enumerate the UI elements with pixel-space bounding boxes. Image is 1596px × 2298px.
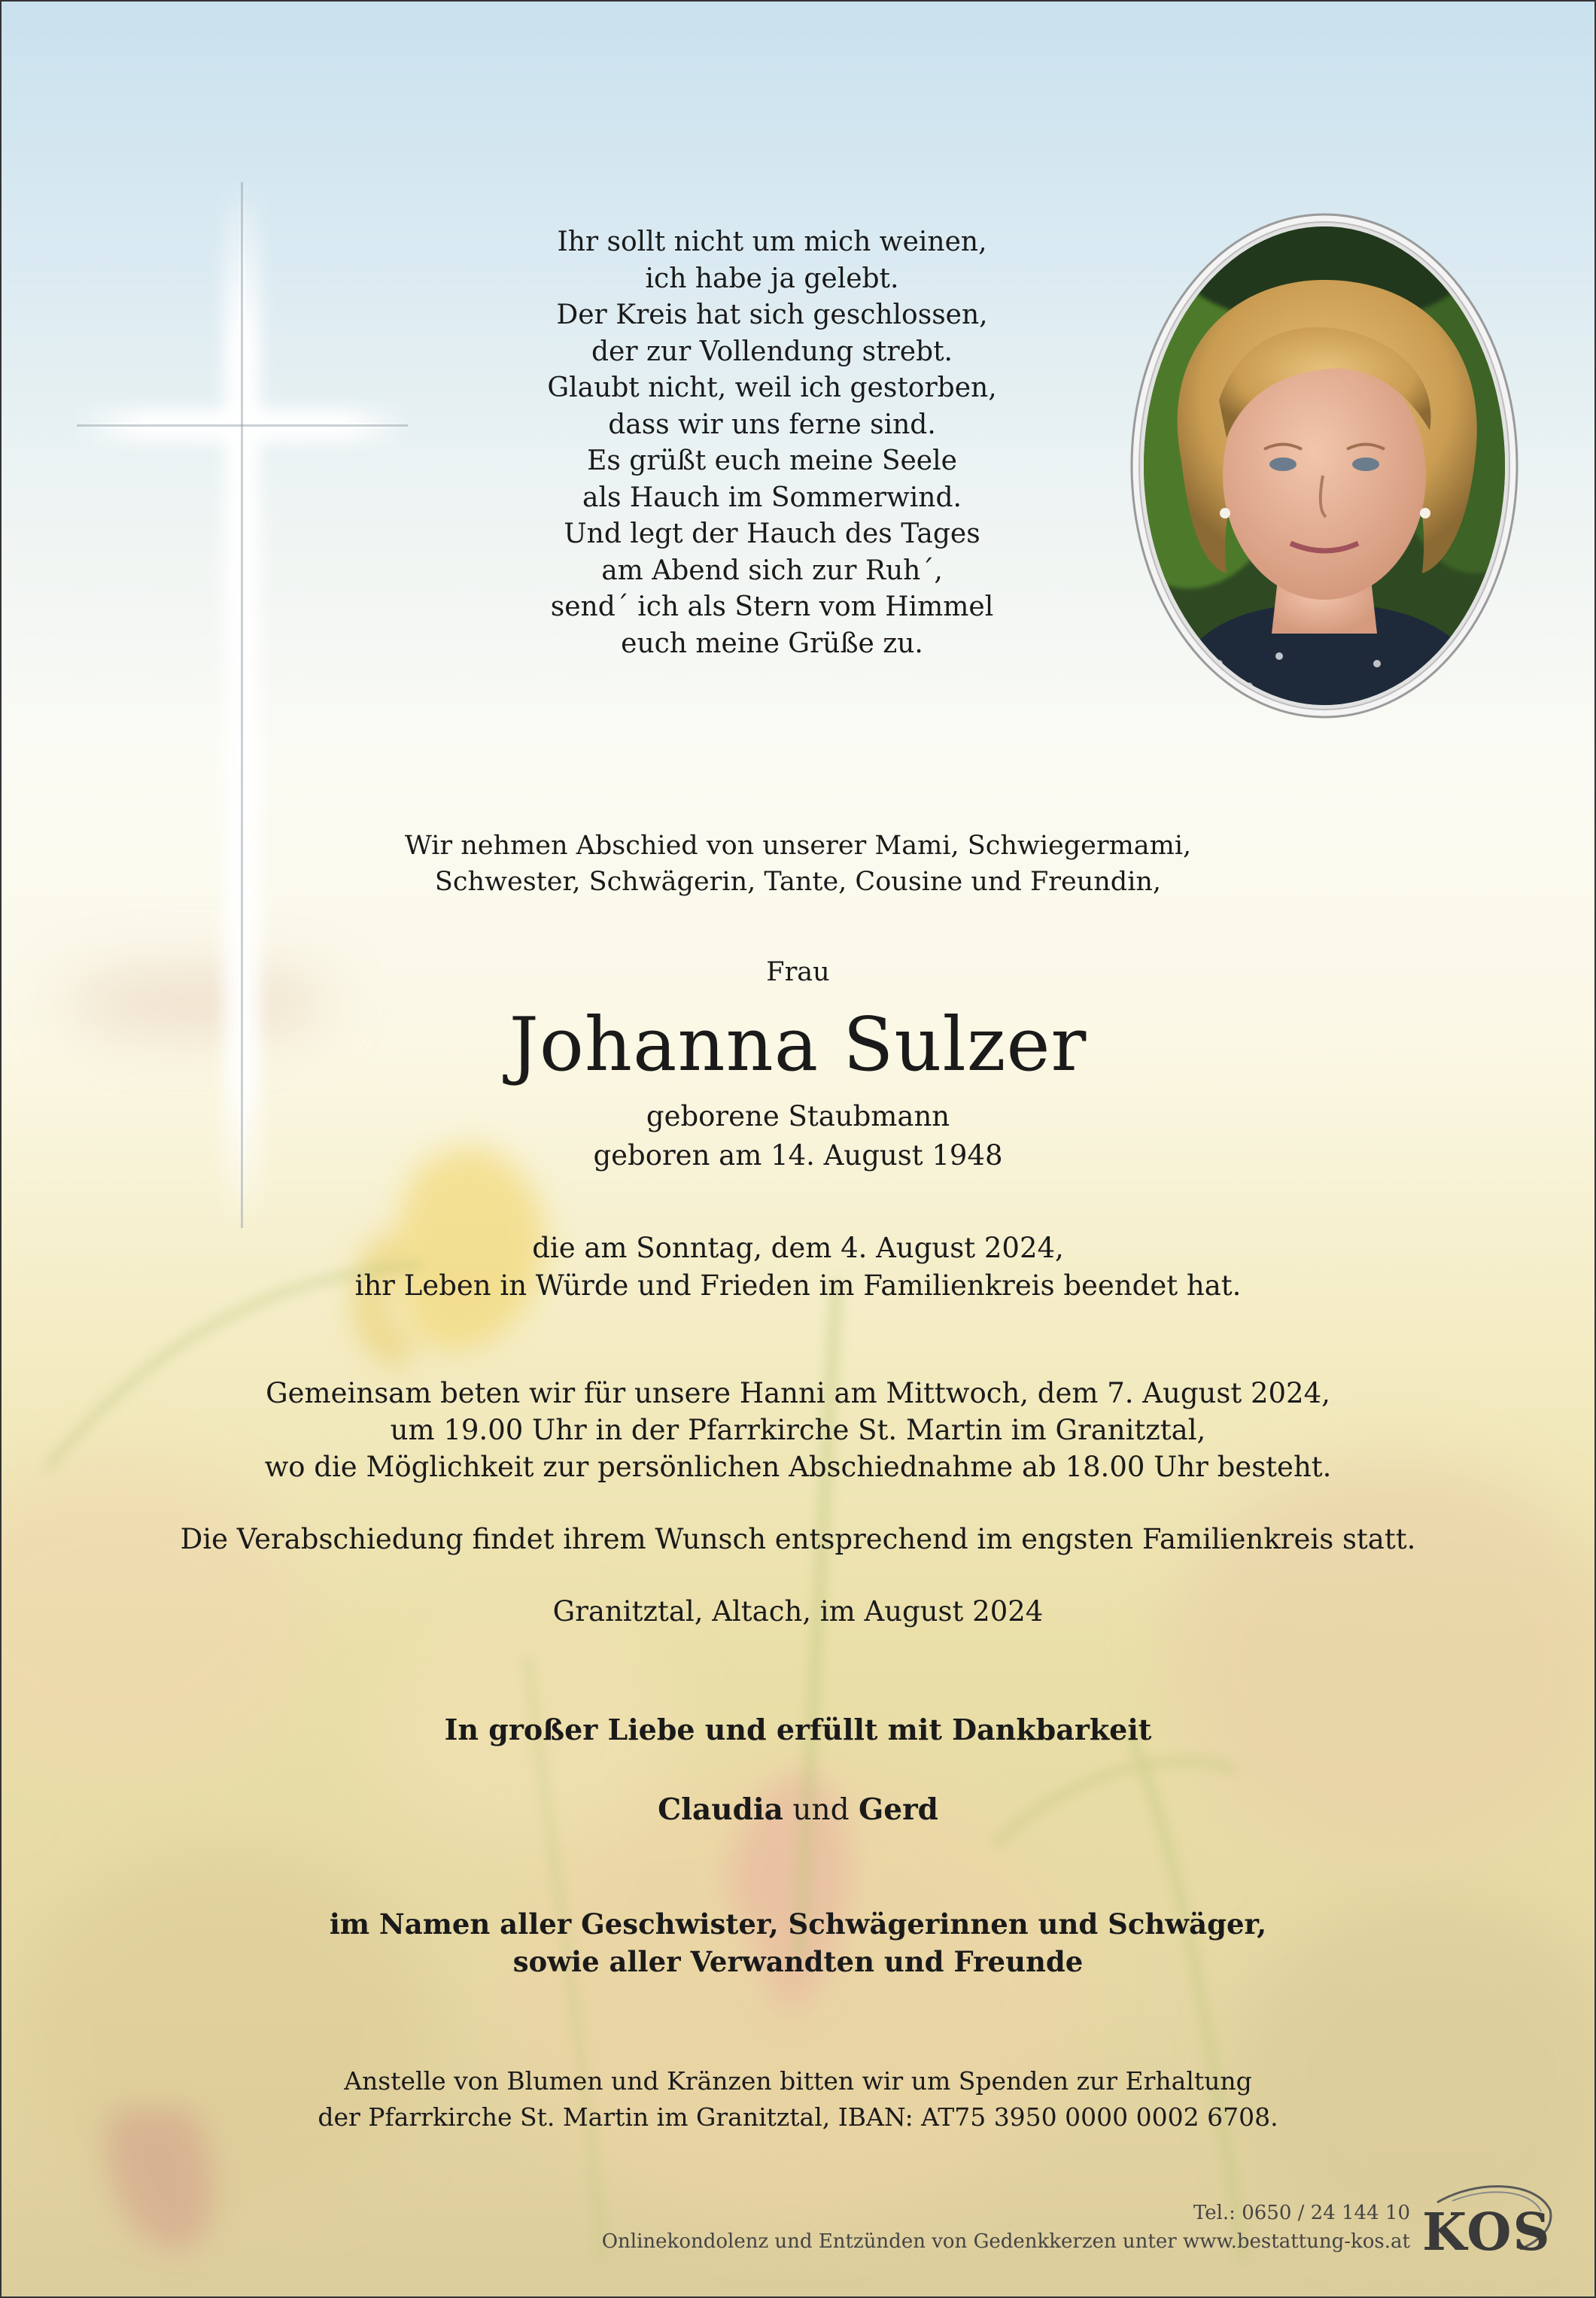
phone-number: Tel.: 0650 / 24 144 10 [1193,2202,1410,2224]
poem-line: Glaubt nicht, weil ich gestorben, [547,372,997,403]
intro-line: Schwester, Schwägerin, Tante, Cousine und Freundin, [434,867,1162,897]
salutation: Frau [766,957,830,987]
service-line: Gemeinsam beten wir für unsere Hanni am Mittwoch, dem 7. August 2024, [266,1377,1330,1409]
service-line: wo die Möglichkeit zur persönlichen Abschiednahme ab 18.00 Uhr besteht. [264,1451,1332,1483]
mourner-name: Claudia [658,1792,783,1827]
poem-line: am Abend sich zur Ruh´, [601,555,943,586]
poem-line: ich habe ja gelebt. [645,263,899,294]
birth-date: geboren am 14. August 1948 [593,1139,1003,1172]
deceased-name: Johanna Sulzer [509,1002,1087,1088]
donation-line: der Pfarrkirche St. Martin im Granitztal, IBAN: AT75 3950 0000 0002 6708. [318,2102,1278,2132]
donation-request [2,2063,1594,2135]
poem-line: dass wir uns ferne sind. [608,409,936,440]
mourners-heading: In großer Liebe und erfüllt mit Dankbarkeit [444,1713,1152,1746]
birth-name: geborene Staubmann [646,1100,950,1132]
poem-line: euch meine Grüße zu. [621,628,923,659]
poem-line: Der Kreis hat sich geschlossen, [556,299,988,330]
mourner-conjunction: und [783,1793,859,1827]
poem-line: als Hauch im Sommerwind. [582,482,962,513]
service-line: um 19.00 Uhr in der Pfarrkirche St. Martin im Granitztal, [390,1414,1206,1446]
donation-line: Anstelle von Blumen und Kränzen bitten wir um Spenden zur Erhaltung [344,2066,1252,2096]
mourner-names [2,1792,1594,1827]
farewell-intro [2,828,1594,900]
online-condolence-link: Onlinekondolenz und Entzünden von Gedenkkerzen unter www.bestattung-kos.at [601,2230,1410,2253]
logo-text: KOS [1422,2202,1552,2263]
poem-line: Und legt der Hauch des Tages [564,518,980,549]
place-date: Granitztal, Altach, im August 2024 [552,1595,1044,1628]
behalf-line: im Namen aller Geschwister, Schwägerinnen und Schwäger, [329,1907,1267,1941]
death-line: die am Sonntag, dem 4. August 2024, [532,1232,1064,1264]
death-notice [2,1230,1594,1305]
poem-line: send´ ich als Stern vom Himmel [550,591,994,622]
poem-line: Ihr sollt nicht um mich weinen, [557,226,987,257]
intro-line: Wir nehmen Abschied von unserer Mami, Schwiegermami, [404,831,1192,861]
portrait-photo [1129,212,1520,719]
farewell-note: Die Verabschiedung findet ihrem Wunsch entsprechend im engsten Familienkreis statt. [180,1523,1416,1555]
on-behalf-of [2,1905,1594,1980]
service-info [2,1375,1594,1485]
mourner-name: Gerd [858,1792,938,1827]
behalf-line: sowie aller Verwandten und Freunde [512,1945,1084,1978]
poem-line: Es grüßt euch meine Seele [587,445,957,476]
poem-line: der zur Vollendung strebt. [591,336,953,367]
death-line: ihr Leben in Würde und Frieden im Familienkreis beendet hat. [354,1269,1242,1302]
poem [471,224,1073,662]
kos-logo [1422,2180,1558,2263]
